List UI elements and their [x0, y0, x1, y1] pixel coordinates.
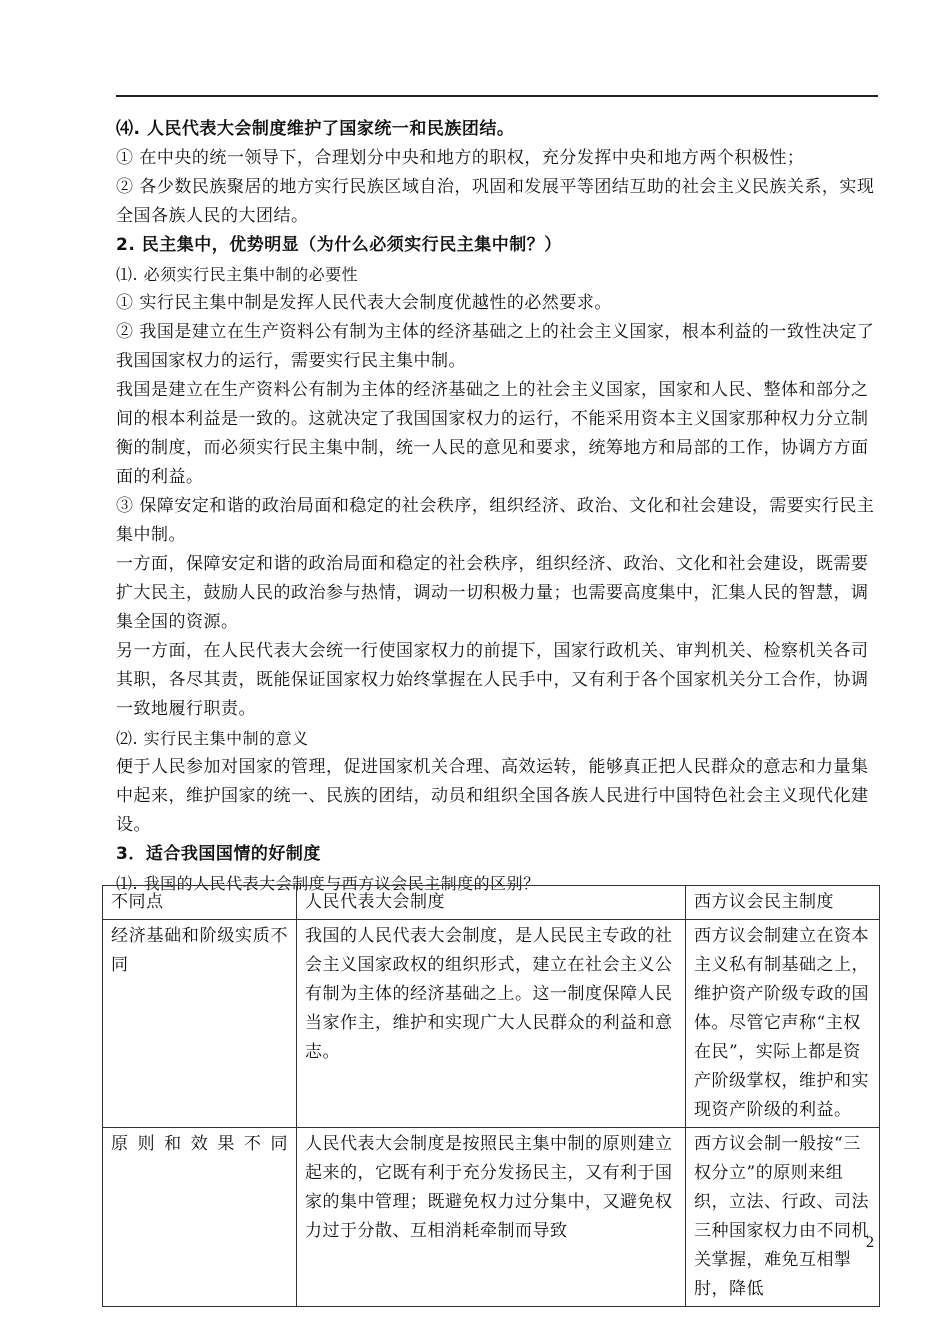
- paragraph: ② 各少数民族聚居的地方实行民族区域自治，巩固和发展平等团结互助的社会主义民族关系，实现全国各族人民的大团结。: [116, 177, 875, 226]
- table-row: [103, 1128, 880, 1307]
- section-heading: 2. 民主集中，优势明显（为什么必须实行民主集中制？）: [116, 235, 562, 255]
- table-row: [103, 920, 880, 1128]
- document-body: [116, 115, 880, 898]
- table-header-cell: 不同点: [103, 886, 297, 920]
- table-header-cell: 西方议会民主制度: [686, 886, 880, 920]
- paragraph: 便于人民参加对国家的管理，促进国家机关合理、高效运转，能够真正把人民群众的意志和力量集中起来，维护国家的统一、民族的团结，动员和组织全国各族人民进行中国特色社会主义现代化建设。: [116, 757, 869, 835]
- subsection-heading: ⑴. 我国的人民代表大会制度与西方议会民主制度的区别？: [116, 874, 540, 893]
- section-heading: 3．适合我国国情的好制度: [116, 844, 321, 864]
- table-cell: 原则和效果不同: [103, 1128, 297, 1307]
- subsection-heading: ⑴. 必须实行民主集中制的必要性: [116, 265, 359, 284]
- paragraph: 我国是建立在生产资料公有制为主体的经济基础之上的社会主义国家，国家和人民、整体和部分之间的根本利益是一致的。这就决定了我国国家权力的运行，不能采用资本主义国家那种权力分立制衡的制度，而必须实行民主集中制，统一人民的意见和要求，统筹地方和局部的工作，协调方方面面的利益。: [116, 380, 869, 487]
- paragraph: ① 在中央的统一领导下，合理划分中央和地方的职权，充分发挥中央和地方两个积极性；: [116, 148, 805, 168]
- subsection-heading: ⑵. 实行民主集中制的意义: [116, 729, 309, 748]
- page-number: 2: [866, 1234, 874, 1251]
- table-cell: 西方议会制建立在资本主义私有制基础之上，维护资产阶级专政的国体。尽管它声称“主权在民”，实际上都是资产阶级掌权，维护和实现资产阶级的利益。: [686, 920, 880, 1128]
- table-cell: 人民代表大会制度是按照民主集中制的原则建立起来的，它既有利于充分发扬民主，又有利于国家的集中管理；既避免权力过分集中，又避免权力过于分散、互相消耗牵制而导致: [297, 1128, 686, 1307]
- paragraph: ③ 保障安定和谐的政治局面和稳定的社会秩序，组织经济、政治、文化和社会建设，需要实行民主集中制。: [116, 496, 875, 545]
- paragraph: ② 我国是建立在生产资料公有制为主体的经济基础之上的社会主义国家，根本利益的一致性决定了我国国家权力的运行，需要实行民主集中制。: [116, 322, 875, 371]
- paragraph: ① 实行民主集中制是发挥人民代表大会制度优越性的必然要求。: [116, 293, 612, 313]
- table-cell: 经济基础和阶级实质不同: [103, 920, 297, 1128]
- table-cell: 西方议会制一般按“三权分立”的原则来组织，立法、行政、司法三种国家权力由不同机关掌握，难免互相掣肘，降低: [686, 1128, 880, 1307]
- table-cell: 我国的人民代表大会制度，是人民民主专政的社会主义国家政权的组织形式，建立在社会主义公有制为主体的经济基础之上。这一制度保障人民当家作主，维护和实现广大人民群众的利益和意志。: [297, 920, 686, 1128]
- paragraph: 另一方面，在人民代表大会统一行使国家权力的前提下，国家行政机关、审判机关、检察机关各司其职，各尽其责，既能保证国家权力始终掌握在人民手中，又有利于各个国家机关分工合作，协调一致地履行职责。: [116, 641, 869, 719]
- paragraph: 一方面，保障安定和谐的政治局面和稳定的社会秩序，组织经济、政治、文化和社会建设，既需要扩大民主，鼓励人民的政治参与热情，调动一切积极力量；也需要高度集中，汇集人民的智慧，调集全国的资源。: [116, 554, 869, 632]
- table-header-cell: 人民代表大会制度: [297, 886, 686, 920]
- section-heading: ⑷. 人民代表大会制度维护了国家统一和民族团结。: [116, 119, 515, 139]
- table-header-row: [103, 886, 880, 920]
- header-rule: [116, 95, 878, 97]
- comparison-table: [102, 885, 880, 1307]
